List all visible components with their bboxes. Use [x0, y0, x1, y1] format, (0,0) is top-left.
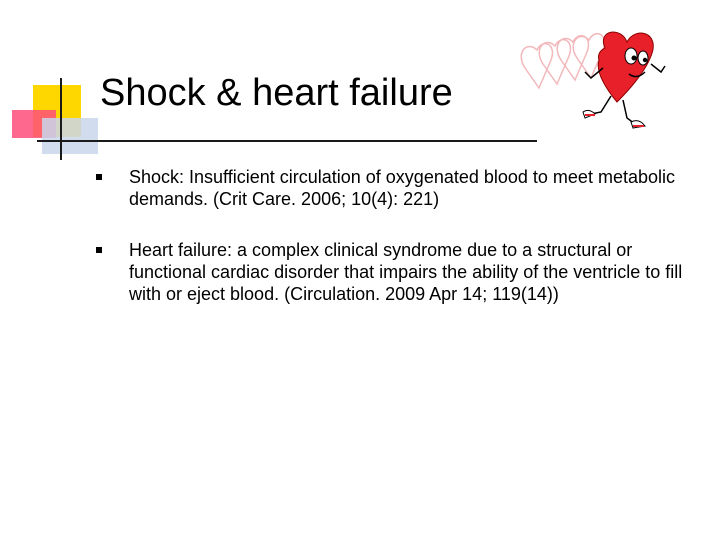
decorative-blue-block [42, 118, 98, 154]
list-item [96, 239, 696, 305]
running-heart-icon [505, 28, 670, 138]
bullet-text: Heart failure: a complex clinical syndrome due to a structural or functional cardiac disorder that impairs the ability of the ventricle to fill with or eject blood. (Circulation. 2009 Apr 14; 119(14)) [129, 240, 683, 304]
bullet-icon [96, 247, 102, 253]
title-underline [37, 140, 537, 142]
bullet-text: Shock: Insufficient circulation of oxygenated blood to meet metabolic demands. (Crit Care. 2006; 10(4): 221) [129, 167, 675, 209]
bullet-icon [96, 174, 102, 180]
bullet-list [96, 166, 696, 334]
list-item [96, 166, 696, 210]
decorative-vertical-line [60, 78, 62, 160]
slide-title: Shock & heart failure [100, 72, 453, 114]
